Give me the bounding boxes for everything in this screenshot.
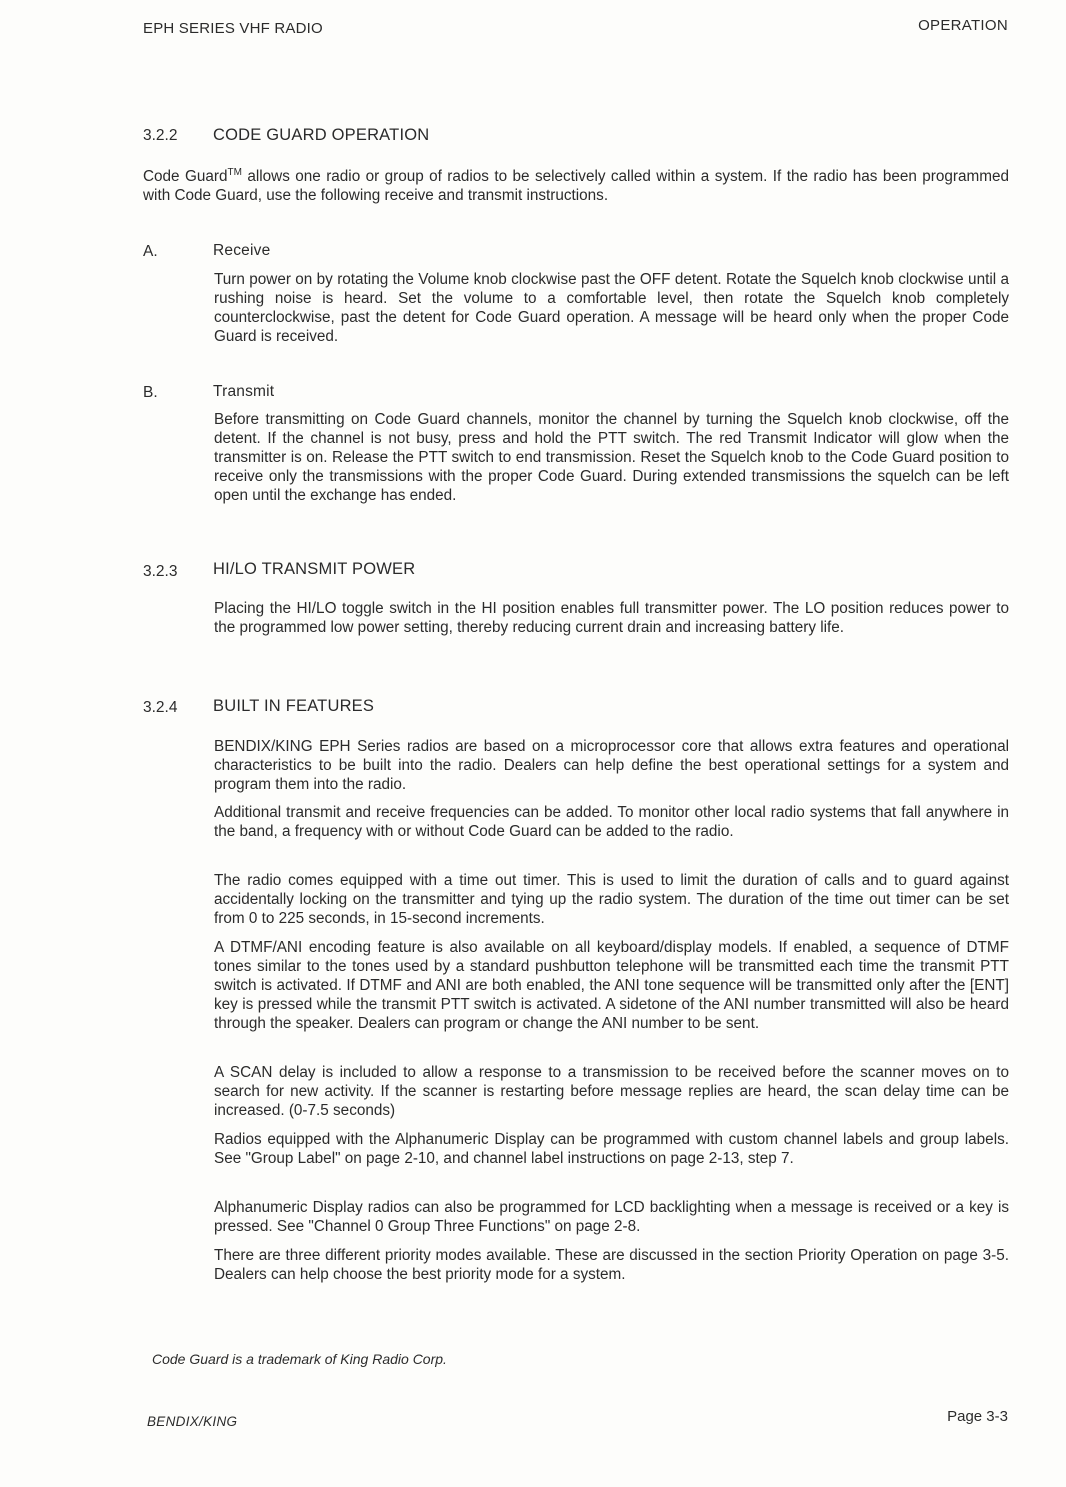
features-paragraph-6: Radios equipped with the Alphanumeric Display can be programmed with custom channel labels and group labels. See "Group Label" on page 2-10, and channel label instructions on page 2-13, step 7.: [214, 1131, 1009, 1167]
features-paragraph-3: The radio comes equipped with a time out timer. This is used to limit the duration of calls and to guard against accidentally locking on the transmitter and tying up the radio system. The duration of the time out timer can be set from 0 to 225 seconds, in 15-second increments.: [214, 872, 1009, 927]
code-guard-intro: Code Guard™ allows one radio or group of radios to be selectively called within a system. If the radio has been programmed with Code Guard, use the following receive and transmit instructions.: [143, 167, 1009, 204]
section-number-3-2-2: 3.2.2: [143, 127, 178, 144]
section-number-3-2-4: 3.2.4: [143, 699, 178, 716]
section-title-hi-lo-power: HI/LO TRANSMIT POWER: [213, 560, 416, 578]
subheading-transmit: Transmit: [213, 383, 275, 400]
running-header-title: EPH SERIES VHF RADIO: [143, 20, 323, 37]
receive-instructions: Turn power on by rotating the Volume knob clockwise past the OFF detent. Rotate the Squelch knob clockwise until a rushing noise is heard. Set the volume to a comfortable level, then rotate the Squelch knob completely counterclockwise, past the detent for Code Guard operation. A message will be heard only when the proper Code Guard is received.: [214, 271, 1009, 345]
features-paragraph-7: Alphanumeric Display radios can also be programmed for LCD backlighting when a message is received or a key is pressed. See "Channel 0 Group Three Functions" on page 2-8.: [214, 1199, 1009, 1235]
item-label-b: B.: [143, 384, 158, 401]
features-paragraph-1: BENDIX/KING EPH Series radios are based on a microprocessor core that allows extra features and operational characteristics to be built into the radio. Dealers can help define the best operational settings for a system and program them into the radio.: [214, 738, 1009, 793]
section-title-code-guard: CODE GUARD OPERATION: [213, 126, 430, 144]
brand-footer: BENDIX/KING: [147, 1414, 238, 1429]
features-paragraph-8: There are three different priority modes available. These are discussed in the section Priority Operation on page 3-5. Dealers can help choose the best priority mode for a system.: [214, 1247, 1009, 1283]
page-number: Page 3-3: [947, 1408, 1008, 1425]
subheading-receive: Receive: [213, 242, 271, 259]
hi-lo-power-text: Placing the HI/LO toggle switch in the HI position enables full transmitter power. The LO position reduces power to the programmed low power setting, thereby reducing current drain and increasing battery life.: [214, 600, 1009, 636]
item-label-a: A.: [143, 243, 158, 260]
running-header-section: OPERATION: [918, 17, 1008, 34]
transmit-instructions: Before transmitting on Code Guard channels, monitor the channel by turning the Squelch knob clockwise, off the detent. If the channel is not busy, press and hold the PTT switch. The red Transmit Indicator will glow when the transmitter is on. Release the PTT switch to end transmission. Reset the Squelch knob to the Code Guard position to receive only the transmissions with the proper Code Guard. During extended transmissions the squelch can be left open until the exchange has ended.: [214, 411, 1009, 504]
trademark-footnote: Code Guard is a trademark of King Radio Corp.: [152, 1351, 447, 1367]
features-paragraph-5: A SCAN delay is included to allow a response to a transmission to be received before the scanner moves on to search for new activity. If the scanner is restarting before message replies are heard, the scan delay time can be increased. (0-7.5 seconds): [214, 1064, 1009, 1119]
section-number-3-2-3: 3.2.3: [143, 563, 178, 580]
features-paragraph-4: A DTMF/ANI encoding feature is also available on all keyboard/display models. If enabled, a sequence of DTMF tones similar to the tones used by a standard pushbutton telephone will be transmitted each time the transmit PTT switch is activated. If DTMF and ANI are both enabled, the ANI tone sequence will be transmitted only after the [ENT] key is pressed while the transmit PTT switch is activated. A sidetone of the ANI number transmitted will also be heard through the speaker. Dealers can program or change the ANI number to be sent.: [214, 939, 1009, 1032]
section-title-built-in-features: BUILT IN FEATURES: [213, 697, 375, 715]
features-paragraph-2: Additional transmit and receive frequencies can be added. To monitor other local radio systems that fall anywhere in the band, a frequency with or without Code Guard can be added to the radio.: [214, 804, 1009, 840]
trademark-mark: TM: [227, 167, 242, 178]
